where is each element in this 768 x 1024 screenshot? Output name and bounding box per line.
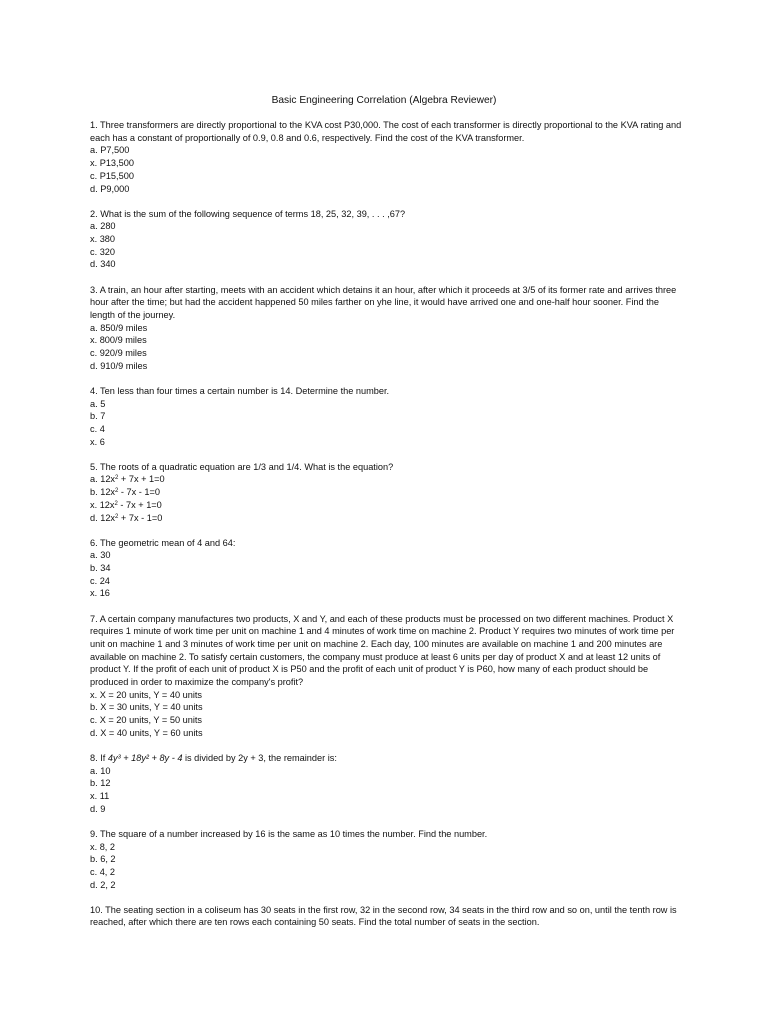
question-text: 6. The geometric mean of 4 and 64: — [90, 537, 236, 548]
question-text: 8. If 4y³ + 18y² + 8y - 4 is divided by 2y + 3, the remainder is: — [90, 752, 337, 763]
question-text: 3. A train, an hour after starting, meets with an accident which detains it an hour, after which it proceeds at 3/5 of its former rate and arrives three hour after the time; but had the accident happened 50 miles farther on yhe line, it would have arrived one and one-half hour sooner. Find the length of the journey. — [90, 284, 677, 320]
option: x. 8, 2 — [90, 841, 116, 852]
option: b. $12x^2 - 7x - 1=0$ — [90, 487, 160, 498]
option: a. 10 — [90, 765, 111, 776]
question-7 — [90, 613, 682, 740]
option: d. X = 40 units, Y = 60 units — [90, 727, 203, 738]
question-text: 5. The roots of a quadratic equation are 1/3 and 1/4. What is the equation? — [90, 461, 394, 472]
question-4 — [90, 385, 682, 449]
question-6 — [90, 537, 682, 601]
option: c. 920/9 miles — [90, 348, 147, 359]
option: a. P7,500 — [90, 145, 130, 156]
option: c. 320 — [90, 246, 116, 257]
question-text: 7. A certain company manufactures two products, X and Y, and each of these products must be processed on two different machines. Product X requires 1 minute of work time per unit on machine 1 and 4 minutes of work time on machine 2. Product Y requires two minutes of work time per unit on machine 1 and 3 minutes of work time per unit on machine 2. Each day, 100 minutes are available on machine 1 and 200 minutes are available on machine 2. To satisfy certain customers, the company must produce at least 6 units per day of product X and at least 12 units of product Y. If the profit of each unit of product X is P50 and the profit of each unit of product Y is P60, how many of each product should be produced in order to maximize the company's profit? — [90, 613, 675, 688]
option: c. 4, 2 — [90, 866, 116, 877]
option-list — [90, 398, 682, 449]
question-3 — [90, 284, 682, 373]
option: x. X = 20 units, Y = 40 units — [90, 689, 203, 700]
option: b. 12 — [90, 778, 111, 789]
option: c. X = 20 units, Y = 50 units — [90, 715, 203, 726]
option: a. $12x^2 + 7x + 1=0$ — [90, 474, 165, 485]
option: b. 7 — [90, 411, 106, 422]
option: d. 340 — [90, 259, 116, 270]
option: c. 4 — [90, 423, 105, 434]
question-text: 1. Three transformers are directly proportional to the KVA cost P30,000. The cost of each transformer is directly proportional to the KVA rating and each has a constant of proportionally of 0.9, 0.8 and 0.6, respectively. Find the cost of the KVA transformer. — [90, 120, 682, 143]
option-list — [90, 549, 682, 600]
option: x. 380 — [90, 234, 116, 245]
question-2 — [90, 208, 682, 272]
option: a. 850/9 miles — [90, 322, 148, 333]
option-list — [90, 765, 682, 816]
question-text: 4. Ten less than four times a certain number is 14. Determine the number. — [90, 385, 390, 396]
option: x. P13,500 — [90, 158, 134, 169]
option: a. 30 — [90, 550, 111, 561]
option: d. 2, 2 — [90, 879, 116, 890]
option: c. P15,500 — [90, 170, 134, 181]
option: x. 16 — [90, 588, 110, 599]
option: x. 800/9 miles — [90, 335, 147, 346]
option: d. 9 — [90, 803, 106, 814]
option-list — [90, 220, 682, 271]
question-9 — [90, 828, 682, 892]
option: d. $12x^2 + 7x - 1=0$ — [90, 512, 163, 523]
option: x. 6 — [90, 436, 105, 447]
option: b. 34 — [90, 563, 111, 574]
option-list — [90, 689, 682, 740]
option-list — [90, 473, 682, 524]
option: b. 6, 2 — [90, 854, 116, 865]
option: x. 11 — [90, 791, 110, 802]
question-text: 2. What is the sum of the following sequence of terms 18, 25, 32, 39, . . . ,67? — [90, 208, 406, 219]
question-text: 9. The square of a number increased by 16 is the same as 10 times the number. Find the number. — [90, 828, 488, 839]
option: d. P9,000 — [90, 183, 130, 194]
document-title: Basic Engineering Correlation (Algebra Reviewer) — [271, 95, 497, 106]
option-list — [90, 322, 682, 373]
option: x. $12x^2 - 7x + 1=0$ — [90, 499, 162, 510]
question-8 — [90, 752, 682, 816]
option-list — [90, 144, 682, 195]
polynomial-expression: 4y³ + 18y² + 8y - 4 — [107, 752, 183, 763]
option-list — [90, 841, 682, 892]
question-1 — [90, 119, 682, 195]
option: a. 5 — [90, 398, 106, 409]
option: b. X = 30 units, Y = 40 units — [90, 702, 203, 713]
question-list — [90, 119, 682, 942]
question-5 — [90, 461, 682, 525]
option: a. 280 — [90, 221, 116, 232]
option: d. 910/9 miles — [90, 360, 148, 371]
question-text: 10. The seating section in a coliseum has 30 seats in the first row, 32 in the second row, 34 seats in the third row and so on, until the tenth row is reached, after which there are ten rows each containing 50 seats. Find the total number of seats in the section. — [90, 904, 677, 928]
option: c. 24 — [90, 575, 110, 586]
question-10 — [90, 904, 682, 929]
